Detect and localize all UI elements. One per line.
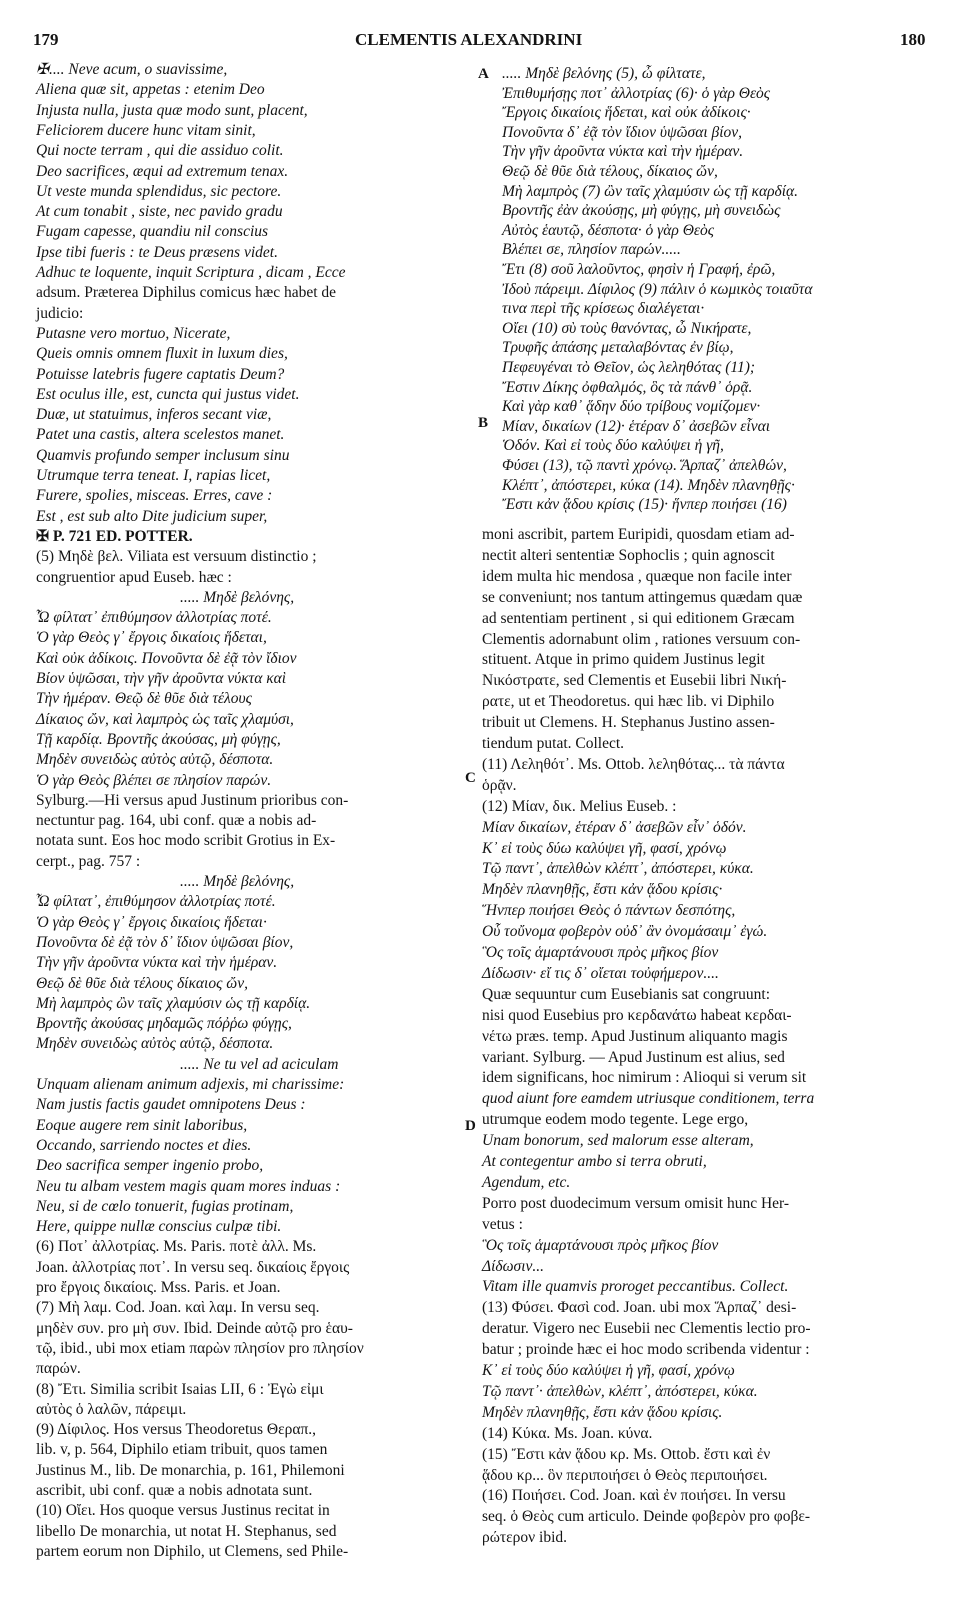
- left_column-line: judicio:: [36, 304, 84, 322]
- left_column-line: lib. v, p. 564, Diphilo etiam tribuit, quos tamen: [36, 1441, 328, 1459]
- right_lower-line: Τῷ παντ᾽, ἀπελθὼν κλέπτ᾽, ἀπόστερει, κύκα.: [482, 860, 754, 878]
- left_column-line: Ὁ γὰρ Θεὸς βλέπει σε πλησίον παρών.: [36, 771, 272, 789]
- left_column-line: Ὁ γὰρ Θεὸς γ᾽ ἔργοις δικαίοις ἥδεται,: [36, 629, 267, 647]
- right_lower-line: (12) Μίαν, δικ. Melius Euseb. :: [482, 797, 677, 815]
- section-letter-a: A: [478, 66, 489, 82]
- left_column-line: ..... Μηδὲ βελόνης,: [180, 873, 295, 890]
- right_upper-line: Ἰδοὺ πάρειμι. Δίφιλος (9) πάλιν ὁ κωμικὸς τοιαῦτα: [502, 280, 813, 298]
- right_lower-line: quod aiunt fore eamdem utriusque conditionem, terra: [482, 1090, 815, 1108]
- left_column-line: Injusta nulla, justa quæ modo sunt, placent,: [36, 101, 308, 119]
- right_lower-line: batur ; proinde hæc ei hoc modo scribenda videntur :: [482, 1341, 810, 1359]
- right-column-notes: [482, 527, 896, 1587]
- left_column-line: Patet una castis, altera scelestos manet.: [36, 426, 285, 444]
- right_upper-line: Οἴει (10) σὺ τοὺς θανόντας, ὦ Νικήρατε,: [502, 319, 752, 337]
- right_lower-line: (14) Κύκα. Ms. Joan. κύνα.: [482, 1424, 653, 1442]
- right_lower-line: vetus :: [482, 1215, 523, 1233]
- left_column-line: Aliena quæ sit, appetas : etenim Deo: [36, 81, 265, 99]
- left_column-line: (8) Ἔτι. Similia scribit Isaias LII, 6 : Ἐγὼ εἰμι: [36, 1380, 324, 1398]
- left_column-line: Qui nocte terram , qui die assiduo colit.: [36, 142, 284, 160]
- left_column-line: (9) Δίφιλος. Hos versus Theodoretus Θεραπ.,: [36, 1421, 317, 1439]
- right_lower-line: νέτω præs. temp. Apud Justinum aliquanto magis: [482, 1027, 788, 1045]
- right_upper-line: Πονοῦντα δ᾽ ἐᾷ τὸν ἴδιον ὑψῶσαι βίον,: [502, 123, 743, 141]
- right_upper-line: Ἐπιθυμήσῃς ποτ᾽ ἀλλοτρίας (6)· ὁ γὰρ Θεὸς: [502, 84, 771, 102]
- right_lower-line: (15) Ἔστι κἀν ᾅδου κρ. Ms. Ottob. ἔστι καὶ ἐν: [482, 1445, 771, 1463]
- left_column-line: partem eorum non Diphilo, ut Clemens, sed Phile-: [36, 1542, 349, 1560]
- section-letter-d: D: [465, 1118, 476, 1134]
- right_lower-line: Ὃς τοῖς ἁμαρτάνουσι πρὸς μῆκος βίον: [482, 1236, 719, 1254]
- right_lower-line: nisi quod Eusebius pro κερδανάτω habeat κερδαι-: [482, 1006, 792, 1024]
- left_column-line: Ut veste munda splendidus, sic pectore.: [36, 182, 282, 200]
- left_column-line: Joan. ἀλλοτρίας ποτ᾽. In versu seq. δικαίοις ἔργοις: [36, 1258, 350, 1276]
- right_lower-line: Unam bonorum, sed malorum esse alteram,: [482, 1132, 754, 1150]
- left_column-line: αὐτὸς ὁ λαλῶν, πάρειμι.: [36, 1400, 187, 1418]
- left_column-line: Θεῷ δὲ θῦε διὰ τέλους δίκαιος ὤν,: [36, 974, 248, 992]
- left_column-line: Τὴν γῆν ἀροῦντα νύκτα καὶ τὴν ἡμέραν.: [36, 954, 278, 972]
- right_upper-line: Τὴν γῆν ἀροῦντα νύκτα καὶ τὴν ἡμέραν.: [502, 143, 744, 161]
- right-column-greek-text: [502, 65, 896, 514]
- right_lower-line: Νικόστρατε, sed Clementis et Eusebii libri Νική-: [482, 672, 787, 690]
- right_lower-line: idem multa hic mendosa , quæque non facile inter: [482, 567, 792, 585]
- left_column-line: Ὁ γὰρ Θεὸς γ᾽ ἔργοις δικαίοις ἥδεται·: [36, 913, 267, 931]
- right_lower-line: stituent. Atque in primo quidem Justinus legit: [482, 651, 765, 669]
- left_column-line: μηδὲν συν. pro μὴ συν. Ibid. Deinde αὐτῷ pro ἑαυ-: [36, 1319, 353, 1337]
- left_column-line: Queis omnis omnem fluxit in luxum dies,: [36, 345, 288, 363]
- right_upper-line: Ἔτι (8) σοῦ λαλοῦντος, φησὶν ἡ Γραφή, ἐρῶ,: [502, 261, 776, 278]
- left_column-line: pro ἔργοις δικαίοις. Mss. Paris. et Joan.: [36, 1279, 281, 1296]
- right_lower-line: Μίαν δικαίων, ἑτέραν δ᾽ ἀσεβῶν εἶν᾽ ὁδόν.: [482, 818, 747, 836]
- right_upper-line: Κλέπτ᾽, ἀπόστερει, κύκα (14). Μηδὲν πλανηθῇς·: [502, 476, 795, 494]
- right_lower-line: tribuit ut Clemens. H. Stephanus Justino assen-: [482, 714, 775, 732]
- right_upper-line: Βροντῆς ἐὰν ἀκούσῃς, μὴ φύγῃς, μὴ συνειδὼς: [502, 202, 781, 220]
- left_column-line: congruentior apud Euseb. hæc :: [36, 568, 232, 586]
- left_column-line: libello De monarchia, ut notat H. Stephanus, sed: [36, 1522, 337, 1540]
- left_column-line: Adhuc te loquente, inquit Scriptura , dicam , Ecce: [36, 264, 346, 281]
- right_lower-line: seq. ὁ Θεὸς cum articulo. Deinde φοβερὸν pro φοβε-: [482, 1508, 811, 1526]
- left_column-line: adsum. Præterea Diphilus comicus hæc habet de: [36, 284, 337, 302]
- right_lower-line: tiendum putat. Collect.: [482, 735, 625, 752]
- right_lower-line: Agendum, etc.: [482, 1173, 571, 1191]
- right_lower-line: (13) Φύσει. Φασὶ cod. Joan. ubi mox Ἅρπαζ᾽ desi-: [482, 1299, 797, 1317]
- right_lower-line: Μηδὲν πλανηθῇς, ἔστι κἀν ᾅδου κρίσις·: [482, 881, 723, 899]
- left_column-line: (6) Ποτ᾽ ἀλλοτρίας. Ms. Paris. ποτὲ ἀλλ. Ms.: [36, 1238, 317, 1256]
- right_lower-line: Clementis adornabunt olim , rationes versuum con-: [482, 630, 801, 648]
- right_lower-line: ad sententiam pertinent , si qui editionem Græcam: [482, 609, 795, 627]
- left_column-line: Utrumque terra teneat. I, rapias licet,: [36, 467, 271, 484]
- right_upper-line: Πεφευγέναι τὸ Θεῖον, ὡς λεληθότας (11);: [502, 359, 756, 376]
- left_column-line: Occando, sarriendo noctes et dies.: [36, 1136, 252, 1154]
- right_lower-line: Τῷ παντ᾽· ἀπελθὼν, κλέπτ᾽, ἀπόστερει, κύκα.: [482, 1382, 758, 1400]
- right_lower-line: deratur. Vigero nec Eusebii nec Clementis lectio pro-: [482, 1320, 811, 1338]
- left_column-line: Τῇ καρδίᾳ. Βροντῆς ἀκούσας, μὴ φύγῃς,: [36, 730, 281, 748]
- right_lower-line: nectit alteri sententiæ Sophoclis ; quin agnoscit: [482, 546, 775, 564]
- left_column-line: Putasne vero mortuo, Nicerate,: [36, 324, 231, 342]
- right_lower-line: ᾅδου κρ... ὃν περιποιήσει ὁ Θεὸς περιποιήσει.: [482, 1466, 768, 1484]
- left_column-line: Μὴ λαμπρὸς ὢν ταῖς χλαμύσιν ὡς τῇ καρδίᾳ.: [36, 994, 311, 1012]
- left-page-number: 179: [33, 30, 59, 49]
- left_column-line: (5) Μηδὲ βελ. Viliata est versuum distinctio ;: [36, 548, 317, 566]
- right_lower-line: Οὗ τοὔνομα φοβερὸν οὐδ᾽ ἂν ὀνομάσαιμ᾽ ἐγώ.: [482, 923, 768, 941]
- right_lower-line: Κ᾽ εἰ τοὺς δύο καλύψει ἡ γῆ, φασί, χρόνῳ: [482, 1362, 735, 1379]
- right_lower-line: idem significans, hoc nimirum : Alioqui si verum sit: [482, 1069, 807, 1087]
- left_column-line: Neu tu albam vestem magis quam mores induas :: [36, 1177, 341, 1195]
- right_upper-line: Ἔστι κἀν ᾅδου κρίσις (15)· ἥνπερ ποιήσει (16): [502, 496, 787, 514]
- right_upper-line: Ἔργοις δικαίοις ἥδεται, καὶ οὐκ ἀδίκοις·: [502, 104, 751, 122]
- right_lower-line: utrumque eodem modo tegente. Lege ergo,: [482, 1111, 749, 1129]
- left_column-line: τῷ, ibid., ubi mox etiam παρὼν πλησίον pro πλησίον: [36, 1339, 364, 1357]
- left_column-line: Μηδὲν συνειδὼς αὐτὸς αὐτῷ, δέσποτα.: [36, 751, 274, 769]
- right_lower-line: (16) Ποιήσει. Cod. Joan. καὶ ἐν ποιήσει. In versu: [482, 1487, 786, 1505]
- right_lower-line: At contegentur ambo si terra obruti,: [482, 1153, 707, 1170]
- right_upper-line: Τρυφῆς ἁπάσης μεταλαβόντας ἐν βίῳ,: [502, 339, 734, 357]
- right_lower-line: ρώτερον ibid.: [482, 1529, 568, 1547]
- right_lower-line: Μηδὲν πλανηθῇς, ἔστι κἀν ᾅδου κρίσις.: [482, 1403, 723, 1421]
- left_column-line: notata sunt. Eos hoc modo scribit Grotius in Ex-: [36, 832, 336, 850]
- left_column-line: Furere, spolies, misceas. Erres, cave :: [36, 487, 273, 505]
- left-column: [36, 62, 460, 1582]
- right_lower-line: Vitam ille quamvis proroget peccantibus. Collect.: [482, 1278, 789, 1296]
- left_column-line: Eoque augere rem sinit laboribus,: [36, 1116, 248, 1134]
- right_upper-line: Καὶ γὰρ καθ᾽ ᾅδην δύο τρίβους νομίζομεν·: [502, 398, 761, 416]
- left_column-line: Duæ, ut statuimus, inferos secant viæ,: [36, 406, 272, 424]
- left_column-line: Deo sacrifica semper ingenio probo,: [36, 1157, 264, 1175]
- left_column-line: Βίον ὑψῶσαι, τὴν γῆν ἀροῦντα νύκτα καὶ: [36, 670, 287, 687]
- section-letter-b: B: [478, 415, 489, 431]
- left_column-line: Fugam capesse, quandiu nil conscius: [36, 223, 269, 241]
- left_column-line: Feliciorem ducere hunc vitam sinit,: [36, 121, 256, 139]
- right_upper-line: Θεῷ δὲ θῦε διὰ τέλους, δίκαιος ὤν,: [502, 163, 718, 180]
- right_lower-line: se conveniunt; nos tantum attingemus quædam quæ: [482, 588, 803, 606]
- left_column-line: Πονοῦντα δὲ ἐᾷ τὸν δ᾽ ἴδιον ὑψῶσαι βίον,: [36, 933, 294, 951]
- left_column-line: (7) Μὴ λαμ. Cod. Joan. καὶ λαμ. In versu seq.: [36, 1299, 320, 1317]
- right_lower-line: Δίδωσιν...: [482, 1257, 545, 1275]
- left_column-line: Ὦ φίλτατ᾽ ἐπιθύμησον ἀλλοτρίας ποτέ.: [36, 609, 272, 627]
- right_upper-line: Φύσει (13), τῷ παντὶ χρόνῳ. Ἅρπαζ᾽ ἀπελθών,: [502, 457, 787, 474]
- left_column-line: Δίκαιος ὤν, καὶ λαμπρὸς ὡς ταῖς χλαμύσι,: [36, 710, 294, 728]
- right_lower-line: ρατε, ut et Theodoretus. qui hæc lib. vi Diphilo: [482, 693, 775, 711]
- right_lower-line: variant. Sylburg. — Apud Justinum est alius, sed: [482, 1048, 785, 1066]
- right_upper-line: ..... Μηδὲ βελόνης (5), ὦ φίλτατε,: [502, 65, 706, 82]
- right_upper-line: Αὐτὸς ἑαυτῷ, δέσποτα· ὁ γὰρ Θεὸς: [502, 221, 715, 239]
- left_column-line: Nam justis factis gaudet omnipotens Deus :: [36, 1096, 306, 1114]
- right_lower-line: Δίδωσιν· εἴ τις δ᾽ οἴεται τοὐφήμερον....: [482, 964, 719, 982]
- left_column-line: Μηδὲν συνειδὼς αὐτὸς αὑτῷ, δέσποτα.: [36, 1035, 274, 1053]
- left_column-line: ✠ P. 721 ED. POTTER.: [36, 527, 193, 545]
- right_lower-line: Quæ sequuntur cum Eusebianis sat congruunt:: [482, 985, 770, 1003]
- right_lower-line: ὁρᾷν.: [482, 776, 517, 794]
- left_column-line: Βροντῆς ἀκούσας μηδαμῶς πόῤῥω φύγῃς,: [36, 1015, 292, 1033]
- left_column-line: Neu, si de cœlo tonuerit, fugias protinam,: [36, 1197, 294, 1215]
- right_upper-line: Μὴ λαμπρὸς (7) ὢν ταῖς χλαμύσιν ὡς τῇ καρδίᾳ.: [502, 182, 799, 200]
- right_lower-line: Κ᾽ εἰ τοὺς δύω καλύψει γῆ, φασί, χρόνῳ: [482, 839, 727, 857]
- left_column-line: Here, quippe nullæ conscius culpæ tibi.: [36, 1218, 282, 1236]
- left_column-line: Est , est sub alto Dite judicium super,: [36, 507, 268, 525]
- right_lower-line: Ἥνπερ ποιήσει Θεὸς ὁ πάντων δεσπότης,: [482, 902, 736, 920]
- right-page-number: 180: [900, 30, 926, 49]
- left_column-line: Καὶ οὐκ ἀδίκοις. Πονοῦντα δὲ ἐᾷ τὸν ἴδιον: [36, 649, 297, 667]
- left_column-line: At cum tonabit , siste, nec pavido gradu: [36, 203, 283, 221]
- left_column-line: Quamvis profundo semper inclusum sinu: [36, 446, 290, 464]
- left_column-line: cerpt., pag. 757 :: [36, 852, 141, 870]
- left_column-line: Ὦ φίλτατ᾽, ἐπιθύμησον ἀλλοτρίας ποτέ.: [36, 893, 276, 911]
- section-letter-c: C: [465, 770, 476, 786]
- left_column-line: Ipse tibi fueris : te Deus præsens videt.: [36, 243, 278, 261]
- left_column-line: Justinus M., lib. De monarchia, p. 161, Philemoni: [36, 1461, 345, 1479]
- left_column-line: Est oculus ille, est, cuncta qui justus videt.: [36, 385, 300, 403]
- right_upper-line: τινα περὶ τῆς κρίσεως διαλέγεται·: [502, 300, 705, 318]
- left_column-line: ✠.... Neve acum, o suavissime,: [36, 61, 228, 78]
- right_upper-line: Μίαν, δικαίων (12)· ἑτέραν δ᾽ ἀσεβῶν εἶναι: [502, 417, 771, 435]
- left_column-line: ..... Ne tu vel ad aciculam: [180, 1055, 339, 1073]
- right_lower-line: moni ascribit, partem Euripidi, quosdam etiam ad-: [482, 526, 795, 543]
- right_upper-line: Ἔστιν Δίκης ὀφθαλμός, ὃς τὰ πάνθ᾽ ὁρᾷ.: [502, 378, 753, 396]
- right_lower-line: Porro post duodecimum versum omisit hunc Her-: [482, 1194, 790, 1212]
- right_upper-line: Βλέπει σε, πλησίον παρών.....: [502, 241, 681, 259]
- left_column-line: Deo sacrifices, æqui ad extremum tenax.: [36, 162, 289, 180]
- left_column-line: Τὴν ἡμέραν. Θεῷ δὲ θῦε διὰ τέλους: [36, 690, 252, 708]
- running-title: CLEMENTIS ALEXANDRINI: [355, 30, 583, 49]
- left_column-line: Sylburg.—Hi versus apud Justinum prioribus con-: [36, 791, 349, 809]
- left_column-line: nectuntur pag. 164, ubi conf. quæ a nobis ad-: [36, 812, 317, 830]
- left_column-line: Unquam alienam animum adjexis, mi charissime:: [36, 1076, 345, 1093]
- right_upper-line: Ὁδόν. Καὶ εἰ τοὺς δύο καλύψει ἡ γῆ,: [502, 437, 724, 455]
- left_column-line: παρών.: [36, 1360, 81, 1378]
- right_lower-line: (11) Λεληθότ᾽. Ms. Ottob. λεληθότας... τὰ πάντα: [482, 755, 785, 773]
- left_column-line: ..... Μηδὲ βελόνης,: [180, 588, 295, 606]
- left_column-line: ascribit, ubi conf. quæ a nobis adnotata sunt.: [36, 1482, 313, 1499]
- left_column-line: (10) Οἴει. Hos quoque versus Justinus recitat in: [36, 1502, 330, 1520]
- left_column-line: Potuisse latebris fugere captatis Deum?: [36, 365, 285, 383]
- right_lower-line: Ὃς τοῖς ἁμαρτάνουσι πρὸς μῆκος βίον: [482, 944, 719, 961]
